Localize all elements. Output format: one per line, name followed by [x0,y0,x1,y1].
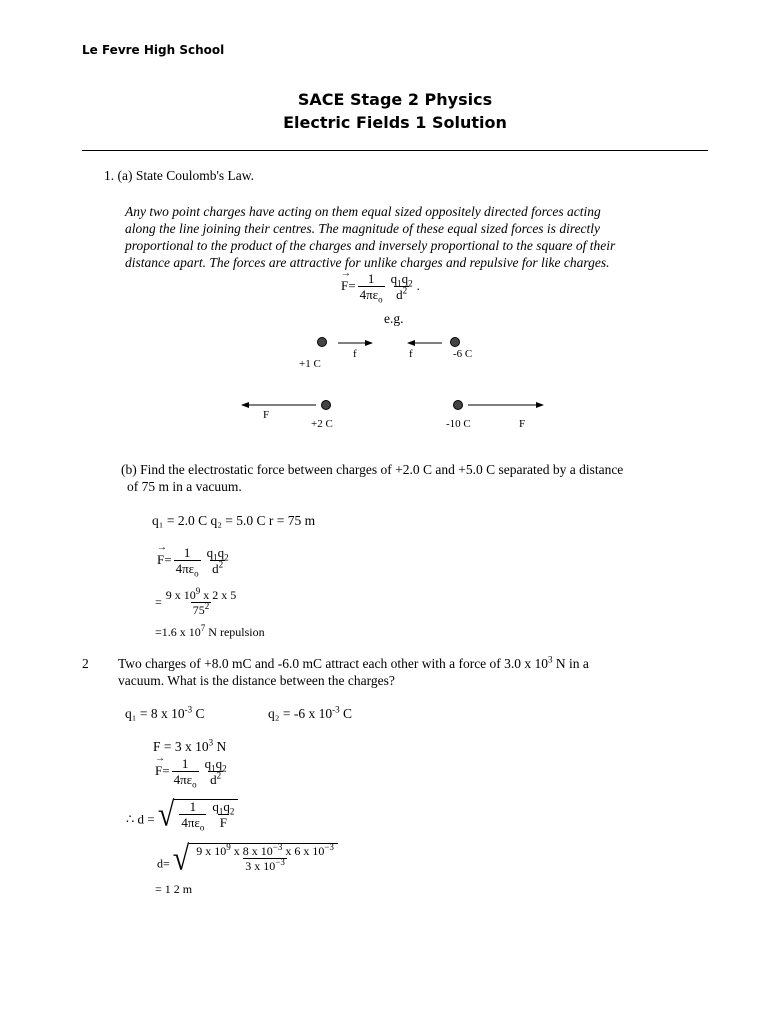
q1b-result: =1.6 x $10^7$ N repulsion [155,623,265,639]
label-plus1: +1 C [299,358,321,370]
question-1a-text: (a) State Coulomb's Law. [117,168,255,183]
charge-plus1 [318,338,327,347]
answer-line: along the line joining their centres. The magnitude of these equal sized forces is directly [125,221,601,236]
answer-line: distance apart. The forces are attractive for unlike charges and repulsive for like charges. [125,255,610,270]
q2-substitution: d= √ $\frac{9 x 10^9 x 8 x 10^{-3} x 6 x 10^{-3}}{3 x 10^{-3}}$ [157,843,338,874]
question-2-line1: Two charges of +8.0 mC and -6.0 mC attract each other with a force of 3.0 x $10^3$ N in a [118,654,589,671]
question-number: 1. [104,168,115,183]
question-1b-line1: (b) Find the electrostatic force between charges of +2.0 C and +5.0 C separated by a distance [121,462,624,477]
label-F-left: F [263,409,270,421]
label-F-right: F [519,418,526,430]
q2-force-given: F = 3 x $10^3$ N [153,737,227,754]
label-minus6: -6 C [453,348,473,360]
school-name: Le Fevre High School [82,43,225,57]
question-2-line2: vacuum. What is the distance between the charges? [118,673,395,688]
label-f-right: f [409,348,413,360]
q2-charge-2: q₂ = -6 x $10^{-3}$ C [268,704,352,721]
page-subtitle: Electric Fields 1 Solution [283,113,507,132]
coulomb-formula: → F= $\frac{1}{4\pi\varepsilon_o}$ $\frac{q_1q_2}{d^2}$ . [341,272,420,302]
q1b-givens: q₁ = 2.0 C q₂ = 5.0 C r = 75 m [152,513,316,528]
label-f-left: f [353,348,357,360]
charge-plus2 [322,401,331,410]
page-title: SACE Stage 2 Physics [297,90,493,109]
eg-label: e.g. [384,311,404,326]
label-plus2: +2 C [311,418,333,430]
question-2-number: 2 [82,656,89,671]
answer-line: Any two point charges have acting on them equal sized oppositely directed forces acting [125,204,601,219]
question-1b-line2: of 75 m in a vacuum. [127,479,242,494]
q2-charge-1: q₁ = 8 x $10^{-3}$ C [125,704,205,721]
q2-rearranged: ∴ d = √ $\frac{1}{4\pi\varepsilon_o}$ $\frac{q_1q_2}{F}$ [126,799,238,830]
answer-line: proportional to the product of the charges and inversely proportional to the square of their [125,238,616,253]
q2-formula: → F= $\frac{1}{4\pi\varepsilon_o}$ $\frac{q_1q_2}{d^2}$ [155,757,231,787]
q2-result: = 1 2 m [155,882,193,896]
q1b-substitution: = $\frac{9 x 10^9 x 2 x 5}{75^2}$ [155,586,237,617]
q1b-formula: → F= $\frac{1}{4\pi\varepsilon_o}$ $\frac{q_1q_2}{d^2}$ [157,546,233,576]
charge-minus10 [454,401,463,410]
charge-minus6 [451,338,460,347]
label-minus10: -10 C [446,418,471,430]
